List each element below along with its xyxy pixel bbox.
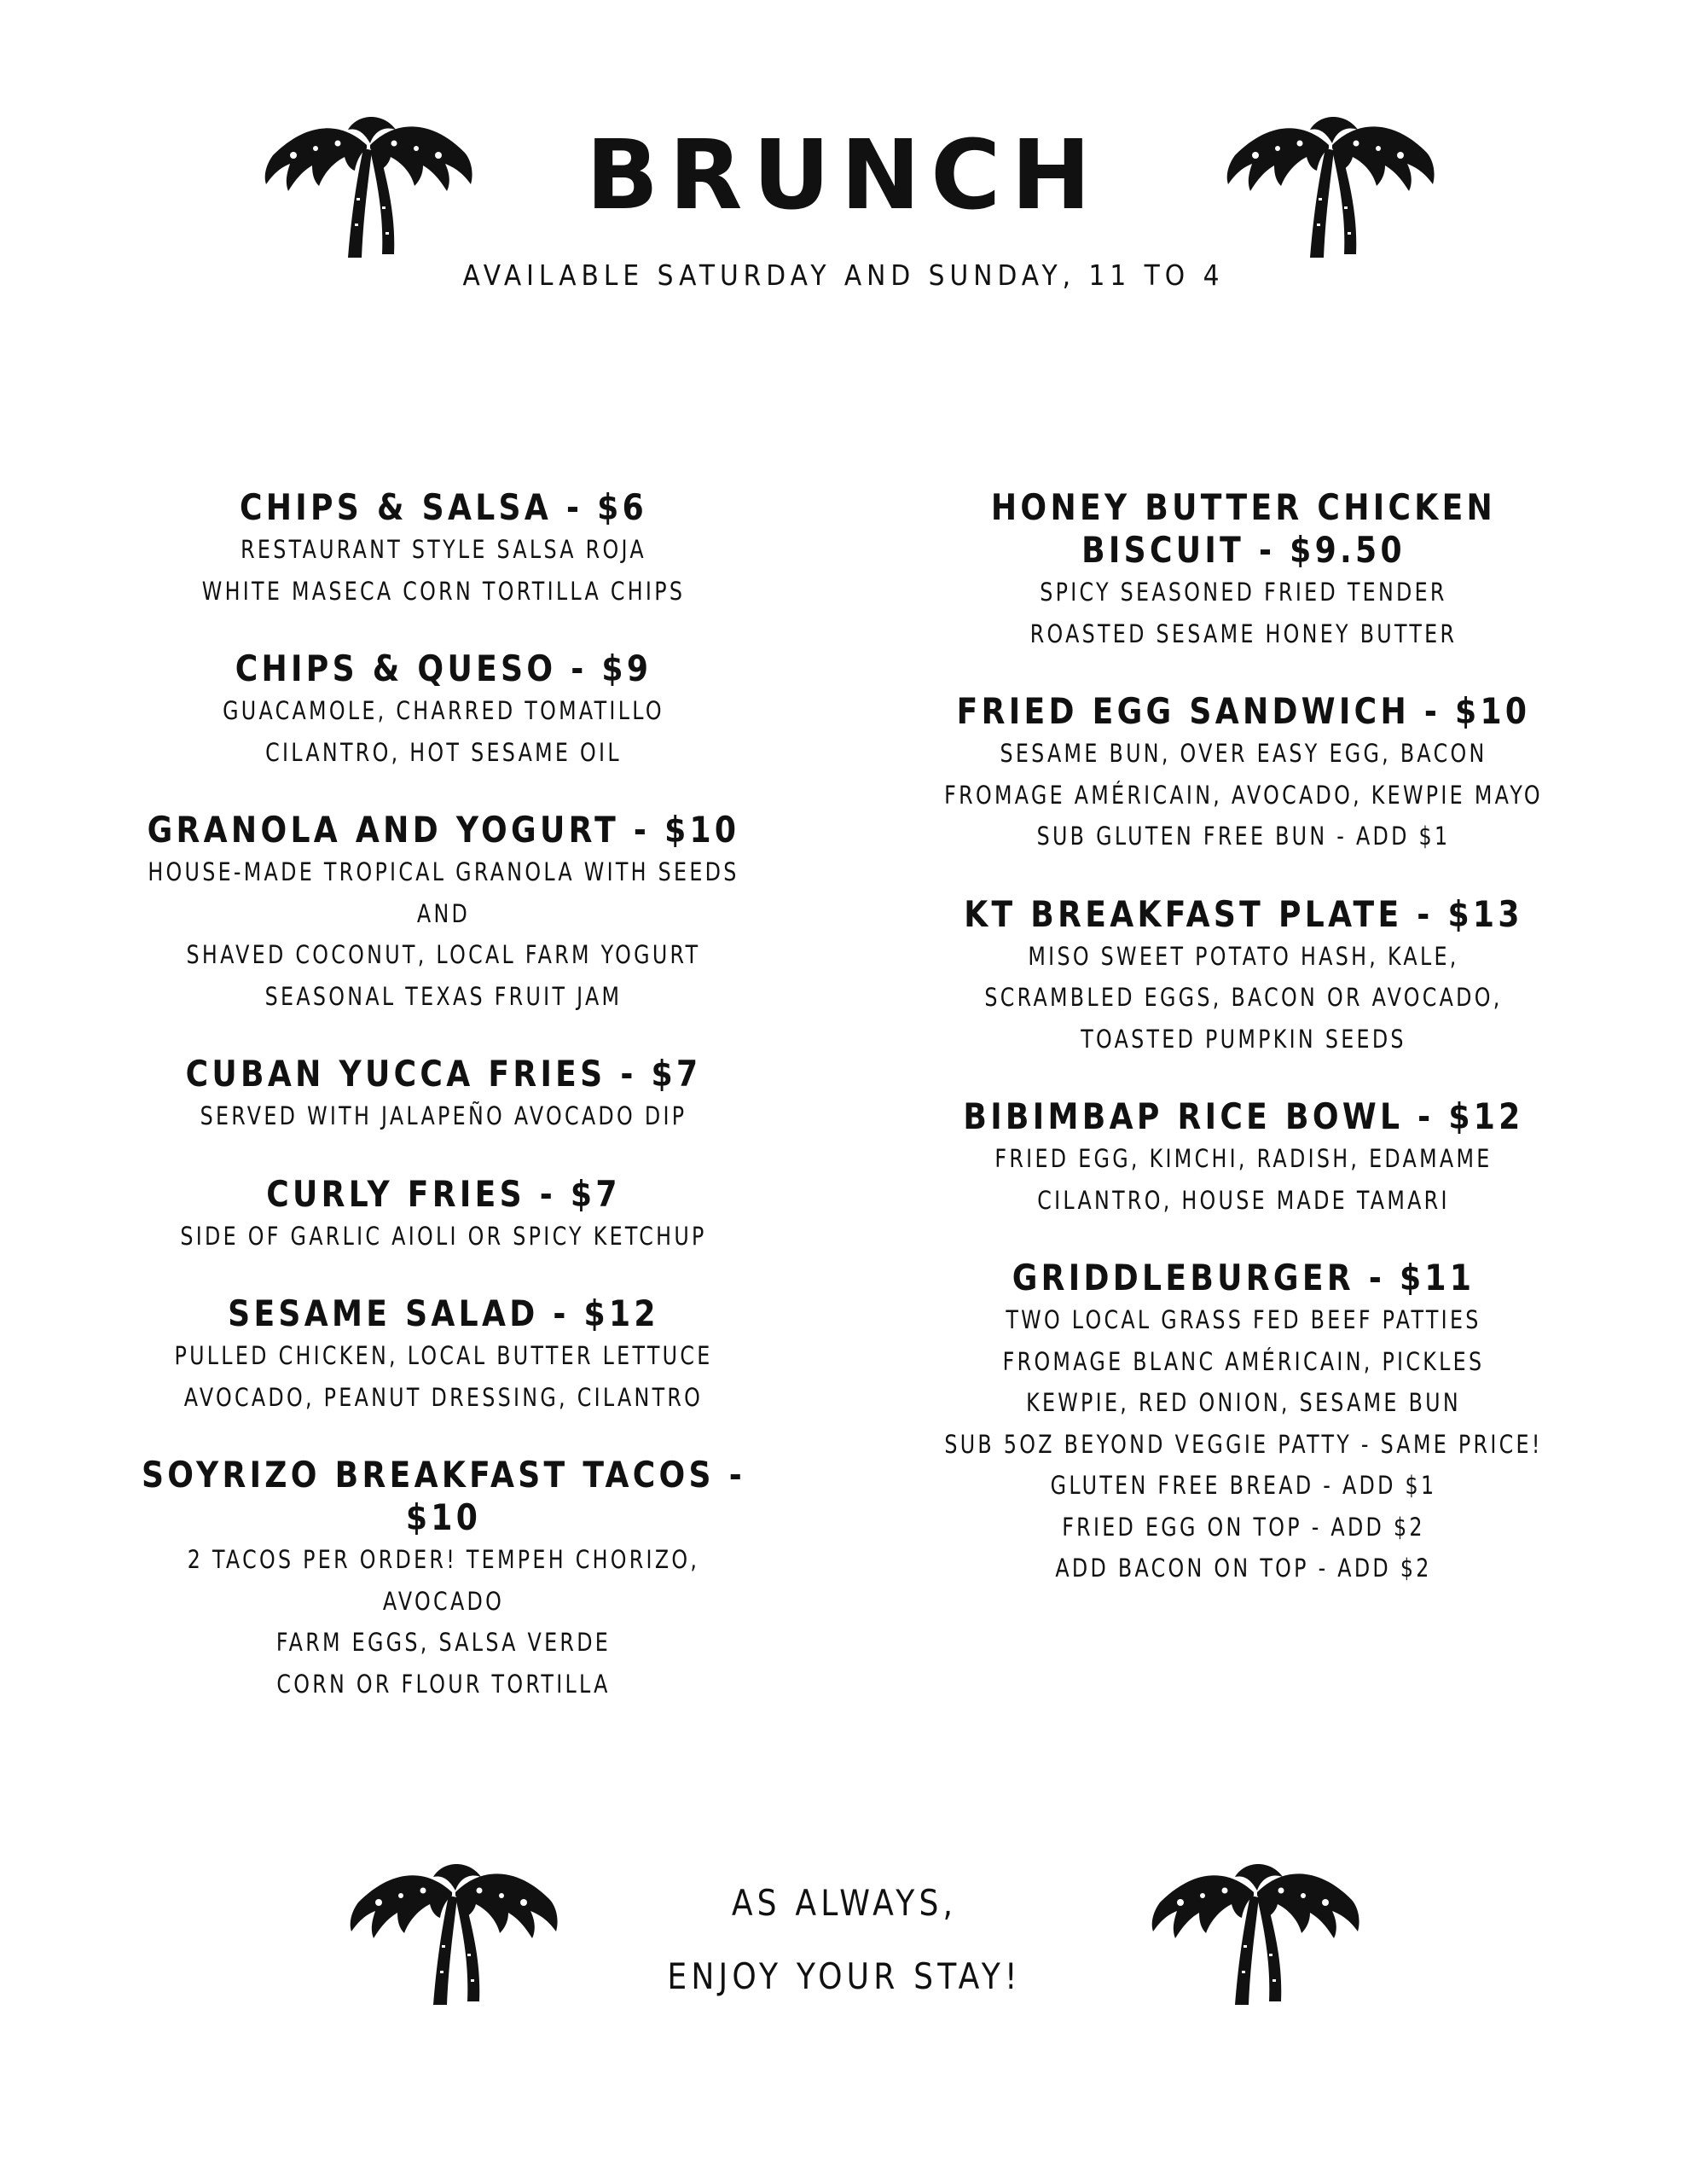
menu-item	[860, 1095, 1627, 1221]
menu-item-name: CHIPS & SALSA - $6	[239, 486, 648, 528]
menu-item-description: CORN OR FLOUR TORTILLA	[276, 1669, 611, 1699]
menu-item-name: HONEY BUTTER CHICKEN	[990, 486, 1497, 528]
menu-item	[60, 1173, 827, 1258]
menu-item-name: GRANOLA AND YOGURT - $10	[147, 809, 740, 851]
menu-item-name: SESAME SALAD - $12	[228, 1292, 659, 1334]
menu-item	[60, 809, 827, 1017]
page-title: BRUNCH	[585, 120, 1102, 231]
menu-item-description: FROMAGE AMÉRICAIN, AVOCADO, KEWPIE MAYO	[944, 780, 1543, 810]
menu-item-name: BIBIMBAP RICE BOWL - $12	[963, 1095, 1524, 1137]
menu-item-description: FRIED EGG ON TOP - ADD $2	[1062, 1512, 1425, 1542]
menu-item-description: SESAME BUN, OVER EASY EGG, BACON	[1000, 739, 1487, 768]
menu-item-description: AVOCADO, PEANUT DRESSING, CILANTRO	[183, 1382, 704, 1412]
menu-item	[860, 690, 1627, 857]
menu-column-left	[60, 486, 827, 1740]
menu-item-name: FRIED EGG SANDWICH - $10	[956, 690, 1531, 732]
menu-item	[860, 486, 1627, 654]
menu-item-description: CILANTRO, HOT SESAME OIL	[265, 737, 622, 767]
menu-item	[60, 648, 827, 773]
menu-item-description: SHAVED COCONUT, LOCAL FARM YOGURT	[186, 940, 701, 969]
menu-item-description: FRIED EGG, KIMCHI, RADISH, EDAMAME	[994, 1144, 1493, 1173]
menu-item-description: SCRAMBLED EGGS, BACON OR AVOCADO,	[984, 983, 1503, 1012]
menu-item-description: MISO SWEET POTATO HASH, KALE,	[1028, 941, 1459, 971]
footer-line: ENJOY YOUR STAY!	[667, 1955, 1022, 1997]
menu-item-name: CHIPS & QUESO - $9	[235, 648, 652, 689]
menu-item-description: GUACAMOLE, CHARRED TOMATILLO	[223, 696, 664, 725]
menu-item	[60, 486, 827, 612]
menu-item-description: SUB GLUTEN FREE BUN - ADD $1	[1036, 822, 1451, 851]
menu-item	[60, 1053, 827, 1137]
menu-item-description: PULLED CHICKEN, LOCAL BUTTER LETTUCE	[174, 1341, 713, 1370]
menu-item-description: RESTAURANT STYLE SALSA ROJA	[241, 535, 646, 564]
menu-item-description: TWO LOCAL GRASS FED BEEF PATTIES	[1006, 1305, 1481, 1334]
menu-item-description: SIDE OF GARLIC AIOLI OR SPICY KETCHUP	[180, 1221, 707, 1251]
menu-item-description: SUB 5OZ BEYOND VEGGIE PATTY - SAME PRICE!	[944, 1429, 1543, 1459]
menu-item-description: SPICY SEASONED FRIED TENDER	[1040, 578, 1447, 607]
menu-item	[60, 1454, 827, 1705]
menu-item-description: SERVED WITH JALAPEÑO AVOCADO DIP	[200, 1101, 687, 1130]
footer-line: AS ALWAYS,	[731, 1882, 958, 1924]
menu-column-right	[860, 486, 1627, 1625]
palm-tree-icon	[341, 1843, 563, 2013]
menu-item-description: TOASTED PUMPKIN SEEDS	[1081, 1024, 1406, 1054]
footer-message	[563, 1867, 1126, 2013]
palm-tree-icon	[1143, 1843, 1365, 2013]
menu-item-description: HOUSE-MADE TROPICAL GRANOLA WITH SEEDS AND	[148, 857, 739, 928]
menu-item	[860, 1257, 1627, 1589]
menu-item-description: GLUTEN FREE BREAD - ADD $1	[1050, 1471, 1437, 1500]
menu-item	[860, 893, 1627, 1060]
menu-item-description: CILANTRO, HOUSE MADE TAMARI	[1037, 1185, 1450, 1215]
menu-item-description: ADD BACON ON TOP - ADD $2	[1055, 1554, 1432, 1583]
menu-item-description: KEWPIE, RED ONION, SESAME BUN	[1026, 1388, 1461, 1417]
menu-item-name: CURLY FRIES - $7	[266, 1172, 621, 1215]
menu-item-description: FROMAGE BLANC AMÉRICAIN, PICKLES	[1002, 1346, 1485, 1376]
availability-subtitle: AVAILABLE SATURDAY AND SUNDAY, 11 TO 4	[462, 258, 1225, 292]
menu-item-description: WHITE MASECA CORN TORTILLA CHIPS	[201, 576, 686, 606]
menu-item-description: 2 TACOS PER ORDER! TEMPEH CHORIZO, AVOCADO	[187, 1545, 700, 1616]
menu-item	[60, 1292, 827, 1418]
menu-item-description: ROASTED SESAME HONEY BUTTER	[1029, 619, 1458, 648]
menu-item-name: KT BREAKFAST PLATE - $13	[964, 892, 1523, 935]
menu-item-name: SOYRIZO BREAKFAST TACOS - $10	[141, 1454, 746, 1538]
menu-item-name: CUBAN YUCCA FRIES - $7	[185, 1053, 702, 1095]
menu-item-description: SEASONAL TEXAS FRUIT JAM	[264, 981, 623, 1011]
menu-item-name: GRIDDLEBURGER - $11	[1012, 1257, 1475, 1298]
menu-item-description: FARM EGGS, SALSA VERDE	[275, 1628, 612, 1657]
menu-item-name-continued: BISCUIT - $9.50	[1081, 529, 1406, 571]
